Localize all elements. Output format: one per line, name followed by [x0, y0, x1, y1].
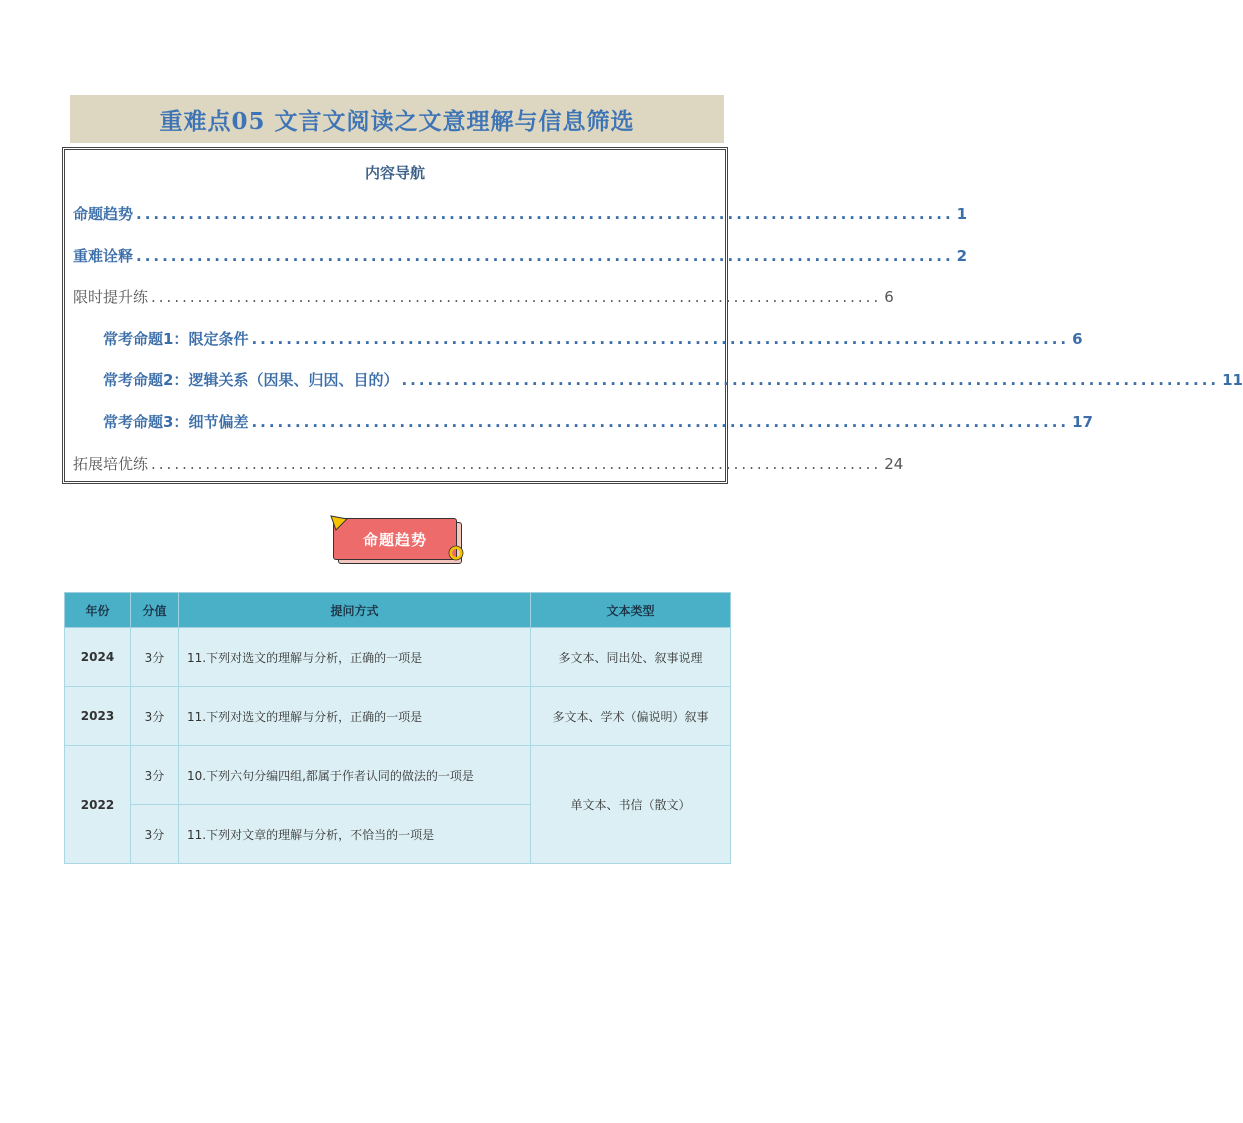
trend-table — [64, 592, 731, 864]
table-of-contents — [62, 147, 1243, 484]
cell-text-type: 多文本、学术（偏说明）叙事 — [531, 687, 731, 746]
header-year: 年份 — [65, 593, 131, 628]
cell-score: 3分 — [131, 628, 179, 687]
toc-heading: 内容导航 — [364, 164, 425, 182]
cell-year: 2022 — [65, 746, 131, 864]
header-question: 提问方式 — [179, 593, 531, 628]
page-title: 重难点05 文言文阅读之文意理解与信息筛选 — [159, 107, 635, 135]
table-header-row — [65, 593, 731, 628]
cell-score: 3分 — [131, 687, 179, 746]
table-row — [65, 628, 731, 687]
cell-year: 2024 — [65, 628, 131, 687]
header-score: 分值 — [131, 593, 179, 628]
toc-entry-timed[interactable]: 限时提升练 .............................................................................................. 6 — [73, 288, 894, 306]
cell-question: 11.下列对选文的理解与分析，正确的一项是 — [179, 687, 531, 746]
title-banner — [70, 95, 724, 143]
table-row — [65, 687, 731, 746]
triangle-decoration-icon — [330, 515, 348, 531]
cell-question: 10.下列六句分编四组,都属于作者认同的做法的一项是 — [179, 746, 531, 805]
toc-entry-extend[interactable]: 拓展培优练 .............................................................................................. 24 — [73, 455, 904, 473]
cell-text-type: 单文本、书信（散文） — [531, 746, 731, 864]
cell-question: 11.下列对选文的理解与分析，正确的一项是 — [179, 628, 531, 687]
cell-score: 3分 — [131, 746, 179, 805]
ring-decoration-icon — [448, 545, 464, 561]
cell-text-type: 多文本、同出处、叙事说理 — [531, 628, 731, 687]
section-badge — [330, 515, 466, 565]
section-badge-label: 命题趋势 — [333, 518, 457, 560]
toc-entry-trend[interactable]: 命题趋势 .............................................................................................. 1 — [73, 205, 968, 223]
toc-entry-topic-3[interactable]: 常考命题3：细节偏差 .............................................................................................. 17 — [103, 413, 1093, 431]
cell-year: 2023 — [65, 687, 131, 746]
toc-entry-topic-1[interactable]: 常考命题1：限定条件 .............................................................................................. 6 — [103, 330, 1083, 348]
toc-entry-topic-2[interactable]: 常考命题2：逻辑关系（因果、归因、目的） .............................................................................................. 11 — [103, 371, 1243, 389]
cell-question: 11.下列对文章的理解与分析，不恰当的一项是 — [179, 805, 531, 864]
cell-score: 3分 — [131, 805, 179, 864]
header-text-type: 文本类型 — [531, 593, 731, 628]
toc-entry-explain[interactable]: 重难诠释 .............................................................................................. 2 — [73, 247, 968, 265]
table-row — [65, 746, 731, 805]
